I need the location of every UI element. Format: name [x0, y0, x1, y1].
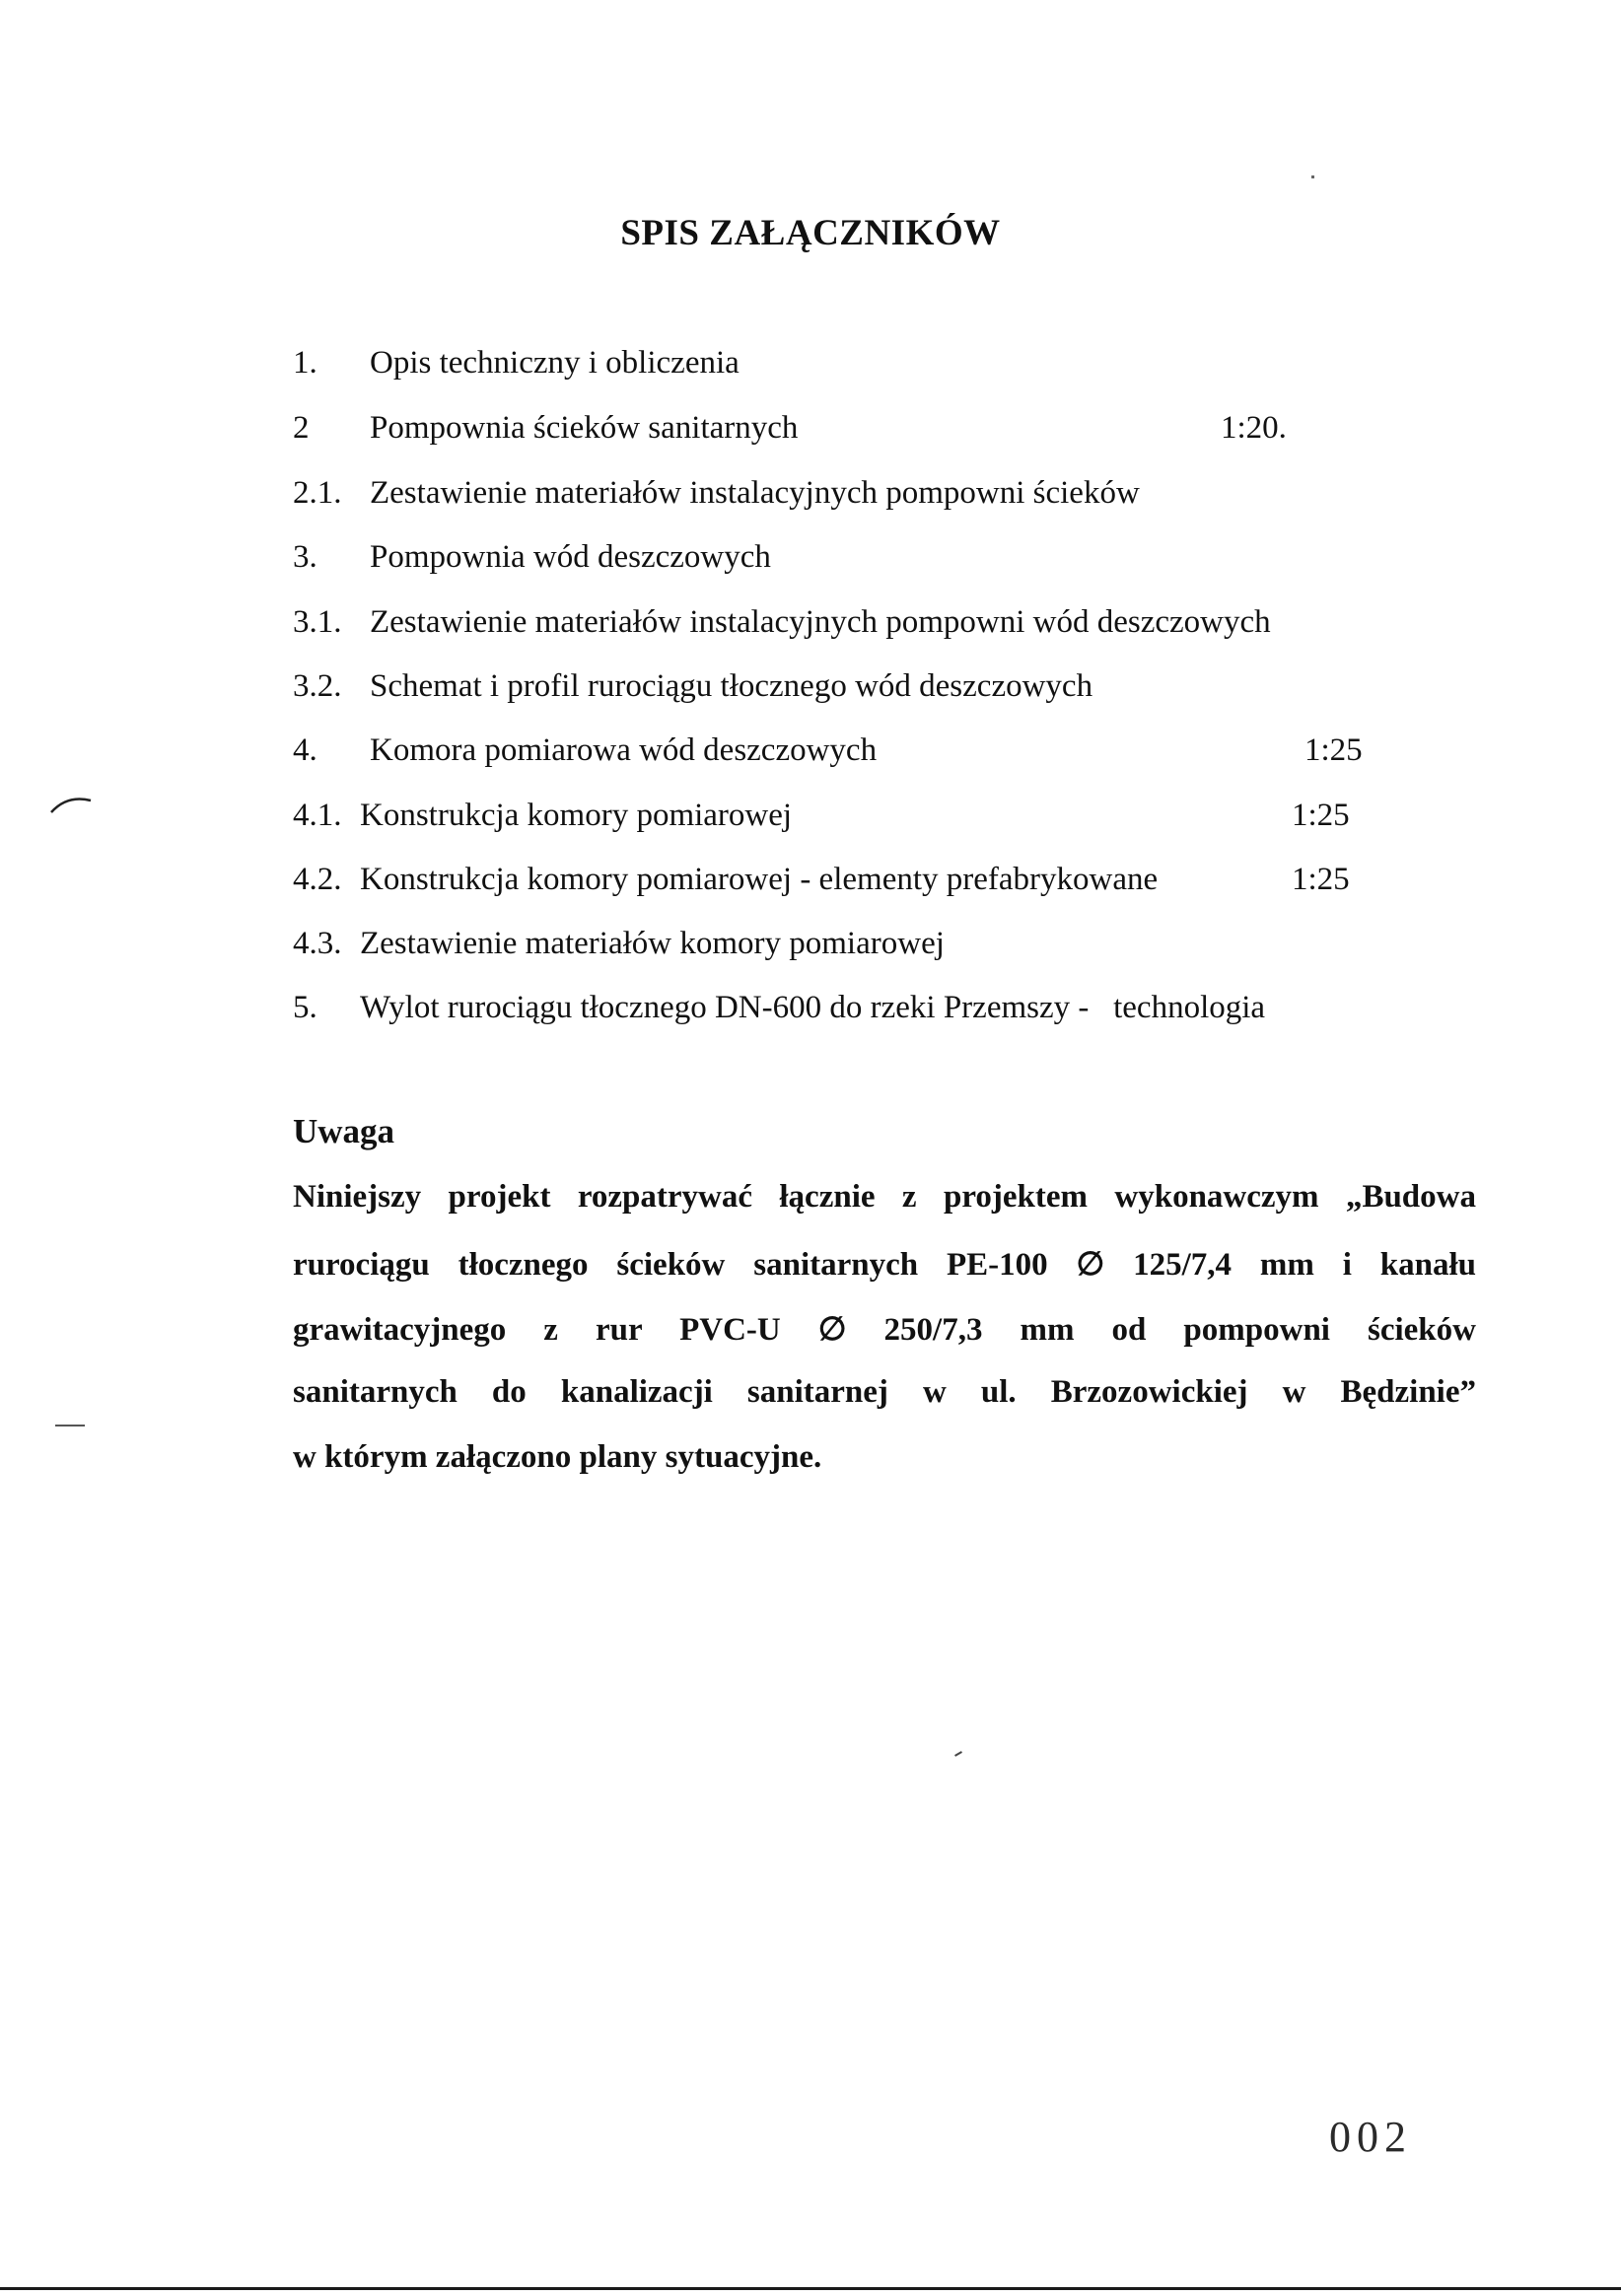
toc-item-number: 3.	[293, 539, 317, 575]
note-line: sanitarnych do kanalizacji sanitarnej w ul. Brzozowickiej w Będzinie”	[293, 1374, 1476, 1410]
toc-item-number: 2.1.	[293, 475, 342, 511]
note-line: Niniejszy projekt rozpatrywać łącznie z projektem wykonawczym „Budowa	[293, 1179, 1476, 1215]
toc-item-number: 1.	[293, 345, 317, 381]
toc-item-scale: 1:25	[1292, 798, 1350, 833]
toc-item-number: 4.1.	[293, 798, 342, 833]
bottom-rule	[0, 2287, 1621, 2290]
toc-item-number: 3.1.	[293, 604, 342, 640]
toc-item-number: 3.2.	[293, 668, 342, 704]
toc-item-number: 5.	[293, 990, 317, 1025]
toc-item-scale: 1:20.	[1221, 410, 1287, 446]
toc-item-title: Komora pomiarowa wód deszczowych	[370, 732, 878, 768]
toc-item-title: Schemat i profil rurociągu tłocznego wód deszczowych	[370, 668, 1093, 704]
note-line: rurociągu tłocznego ścieków sanitarnych PE-100 ∅ 125/7,4 mm i kanału	[293, 1247, 1476, 1283]
toc-item-title: Wylot rurociągu tłocznego DN-600 do rzeki Przemszy - technologia	[360, 990, 1266, 1025]
toc-item-title: Opis techniczny i obliczenia	[370, 345, 740, 381]
toc-item-title: Konstrukcja komory pomiarowej	[360, 798, 793, 833]
note-line: grawitacyjnego z rur PVC-U ∅ 250/7,3 mm od pompowni ścieków	[293, 1312, 1476, 1348]
toc-item-scale: 1:25	[1292, 862, 1350, 897]
toc-item-number: 4.3.	[293, 926, 342, 961]
document-title: SPIS ZAŁĄCZNIKÓW	[620, 213, 1001, 253]
toc-item-number: 4.2.	[293, 862, 342, 897]
note-line: w którym załączono plany sytuacyjne.	[293, 1439, 822, 1475]
scan-mark	[1311, 175, 1314, 178]
scan-mark	[55, 1425, 85, 1426]
toc-item	[293, 990, 1266, 1033]
scan-mark	[47, 789, 97, 818]
scan-mark	[954, 1751, 962, 1757]
toc-item-title: Pompownia wód deszczowych	[370, 539, 771, 575]
toc-item-title: Zestawienie materiałów instalacyjnych pompowni ścieków	[370, 475, 1140, 511]
toc-item-title: Pompownia ścieków sanitarnych	[370, 410, 799, 446]
toc-item-number: 2	[293, 410, 310, 446]
toc-item-title: Konstrukcja komory pomiarowej - elementy prefabrykowane	[360, 862, 1159, 897]
toc-item-title: Zestawienie materiałów komory pomiarowej	[360, 926, 945, 961]
toc-item-number: 4.	[293, 732, 317, 768]
page-number: 002	[1329, 2113, 1412, 2161]
toc-item-scale: 1:25	[1304, 732, 1363, 768]
note-heading: Uwaga	[293, 1112, 395, 1150]
toc-item-title: Zestawienie materiałów instalacyjnych pompowni wód deszczowych	[370, 604, 1271, 640]
